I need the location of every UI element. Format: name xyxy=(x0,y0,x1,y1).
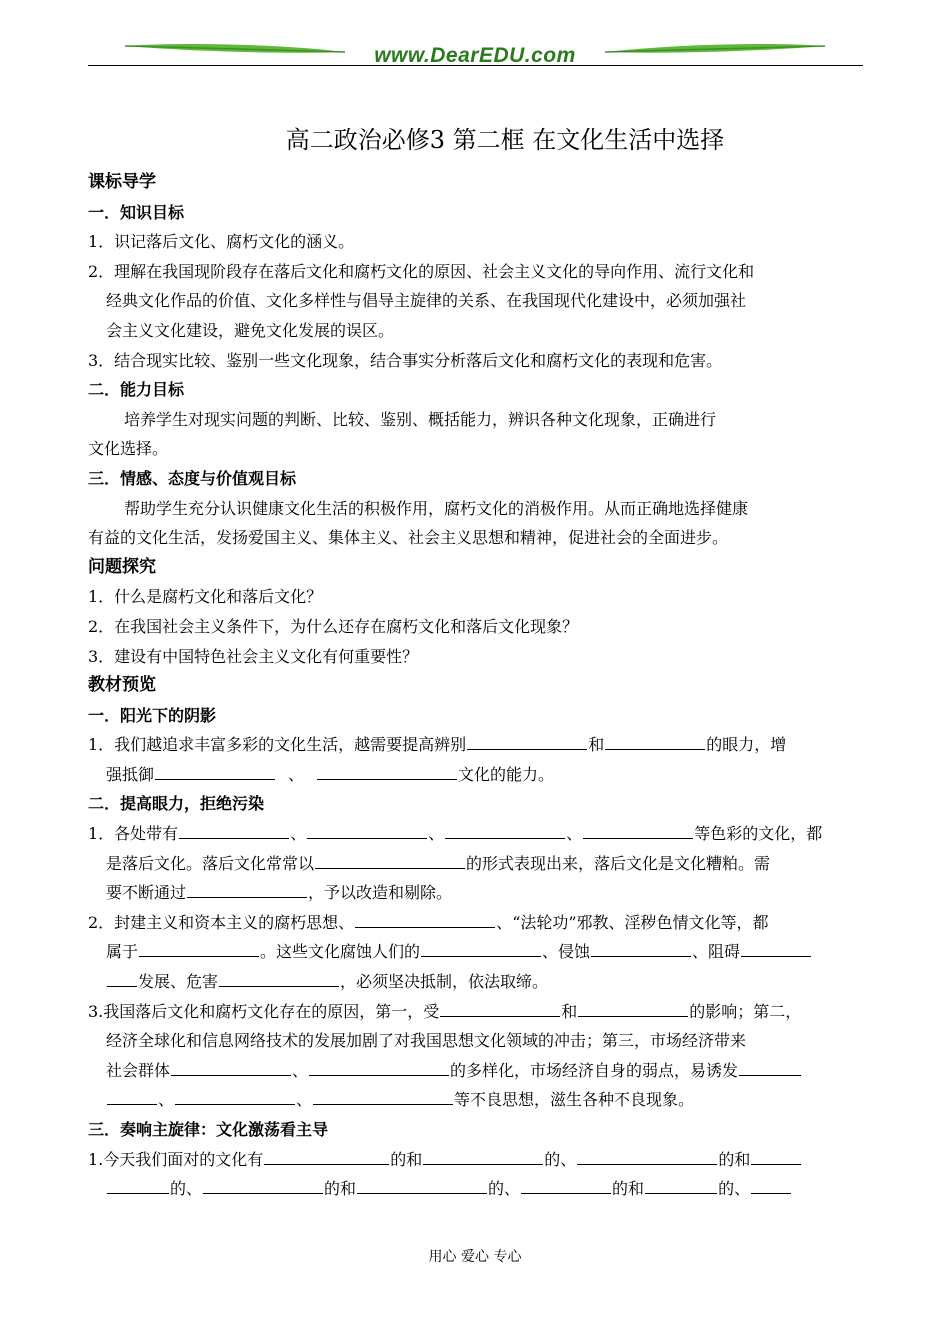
page-footer: 用心 爱心 专心 xyxy=(428,1249,522,1265)
fill-in-line: 属于 。这些文化腐蚀人们的 、侵蚀 、阻碍 xyxy=(88,937,868,967)
paragraph: 1．识记落后文化、腐朽文化的涵义。 xyxy=(88,232,355,252)
paragraph: 经典文化作品的价值、文化多样性与倡导主旋律的关系、在我国现代化建设中，必须加强社 xyxy=(106,291,747,311)
fill-in-line: 的、 的和 的、 的和 的、 xyxy=(88,1174,868,1204)
answer-blank[interactable] xyxy=(467,731,587,750)
fill-in-line: 要不断通过 ，予以改造和剔除。 xyxy=(88,878,868,908)
fill-in-line: 强抵御 、 文化的能力。 xyxy=(88,760,868,790)
fill-in-line: 1.今天我们面对的文化有 的和 的、 的和 xyxy=(88,1145,868,1175)
answer-blank[interactable] xyxy=(583,820,693,839)
answer-blank[interactable] xyxy=(591,938,691,957)
question: 1．什么是腐朽文化和落后文化？ xyxy=(88,587,323,607)
fill-in-line: 3.我国落后文化和腐朽文化存在的原因，第一，受 和 的影响；第二， xyxy=(88,997,868,1027)
subheading: 三．情感、态度与价值观目标 xyxy=(88,468,297,488)
paragraph: 帮助学生充分认识健康文化生活的积极作用，腐朽文化的消极作用。从而正确地选择健康 xyxy=(124,498,749,518)
fill-in-line: 是落后文化。落后文化常常以 的形式表现出来，落后文化是文化糟粕。需 xyxy=(88,849,868,879)
answer-blank[interactable] xyxy=(741,938,811,957)
paragraph: 经济全球化和信息网络技术的发展加剧了对我国思想文化领域的冲击；第三，市场经济带来 xyxy=(106,1031,747,1051)
fill-in-line: 、 、 等不良思想，滋生各种不良现象。 xyxy=(88,1085,868,1115)
answer-blank[interactable] xyxy=(521,1175,611,1194)
logo-text: www.DearEDU.com xyxy=(374,44,576,67)
page-title: 高二政治必修3 第二框 在文化生活中选择 xyxy=(285,126,725,154)
document-body xyxy=(88,168,868,1204)
answer-blank[interactable] xyxy=(578,998,688,1017)
section-heading: 问题探究 xyxy=(88,556,156,577)
answer-blank[interactable] xyxy=(139,938,259,957)
paragraph: 2．理解在我国现阶段存在落后文化和腐朽文化的原因、社会主义文化的导向作用、流行文化和 xyxy=(88,261,755,281)
paragraph: 有益的文化生活，发扬爱国主义、集体主义、社会主义思想和精神，促进社会的全面进步。 xyxy=(88,528,729,548)
subheading: 三．奏响主旋律：文化激荡看主导 xyxy=(88,1120,329,1139)
fill-in-line: 社会群体 、 的多样化，市场经济自身的弱点，易诱发 xyxy=(88,1056,868,1086)
paragraph: 培养学生对现实问题的判断、比较、鉴别、概括能力，辨识各种文化现象，正确进行 xyxy=(124,409,717,429)
answer-blank[interactable] xyxy=(751,1146,801,1165)
answer-blank[interactable] xyxy=(355,909,495,928)
answer-blank[interactable] xyxy=(645,1175,717,1194)
section-heading: 课标导学 xyxy=(88,172,156,192)
answer-blank[interactable] xyxy=(751,1175,791,1194)
fill-in-line: 2．封建主义和资本主义的腐朽思想、 、“法轮功”邪教、淫秽色情文化等，都 xyxy=(88,908,868,938)
paragraph: 会主义文化建设，避免文化发展的误区。 xyxy=(106,320,395,340)
answer-blank[interactable] xyxy=(423,1146,543,1165)
fill-in-line: 1．各处带有 、 、 、 等色彩的文化，都 xyxy=(88,819,868,849)
answer-blank[interactable] xyxy=(175,1086,295,1105)
answer-blank[interactable] xyxy=(179,820,289,839)
answer-blank[interactable] xyxy=(107,1175,169,1194)
answer-blank[interactable] xyxy=(171,1057,291,1076)
answer-blank[interactable] xyxy=(219,968,339,987)
answer-blank[interactable] xyxy=(107,968,137,987)
question: 3．建设有中国特色社会主义文化有何重要性？ xyxy=(88,646,419,666)
answer-blank[interactable] xyxy=(739,1057,801,1076)
fill-in-line: 1．我们越追求丰富多彩的文化生活，越需要提高辨别 和 的眼力，增 xyxy=(88,730,868,760)
answer-blank[interactable] xyxy=(315,850,465,869)
subheading: 二．能力目标 xyxy=(88,380,185,400)
answer-blank[interactable] xyxy=(317,761,457,780)
answer-blank[interactable] xyxy=(264,1146,389,1165)
subheading: 一．阳光下的阴影 xyxy=(88,705,217,725)
answer-blank[interactable] xyxy=(421,938,541,957)
section-heading: 教材预览 xyxy=(88,675,156,696)
answer-blank[interactable] xyxy=(307,820,427,839)
answer-blank[interactable] xyxy=(577,1146,717,1165)
answer-blank[interactable] xyxy=(309,1057,449,1076)
answer-blank[interactable] xyxy=(187,879,307,898)
paragraph: 3．结合现实比较、鉴别一些文化现象，结合事实分析落后文化和腐朽文化的表现和危害。 xyxy=(88,350,723,370)
answer-blank[interactable] xyxy=(445,820,565,839)
fill-in-line: 发展、危害 ，必须坚决抵制，依法取缔。 xyxy=(88,967,868,997)
answer-blank[interactable] xyxy=(155,761,275,780)
answer-blank[interactable] xyxy=(313,1086,453,1105)
answer-blank[interactable] xyxy=(605,731,705,750)
answer-blank[interactable] xyxy=(357,1175,487,1194)
header-logo xyxy=(120,38,830,74)
paragraph: 文化选择。 xyxy=(88,439,169,459)
subheading: 二．提高眼力，拒绝污染 xyxy=(88,794,265,814)
answer-blank[interactable] xyxy=(203,1175,323,1194)
answer-blank[interactable] xyxy=(107,1086,157,1105)
answer-blank[interactable] xyxy=(440,998,560,1017)
question: 2．在我国社会主义条件下，为什么还存在腐朽文化和落后文化现象？ xyxy=(88,616,579,636)
subheading: 一．知识目标 xyxy=(88,202,185,222)
header-rule xyxy=(88,65,863,66)
